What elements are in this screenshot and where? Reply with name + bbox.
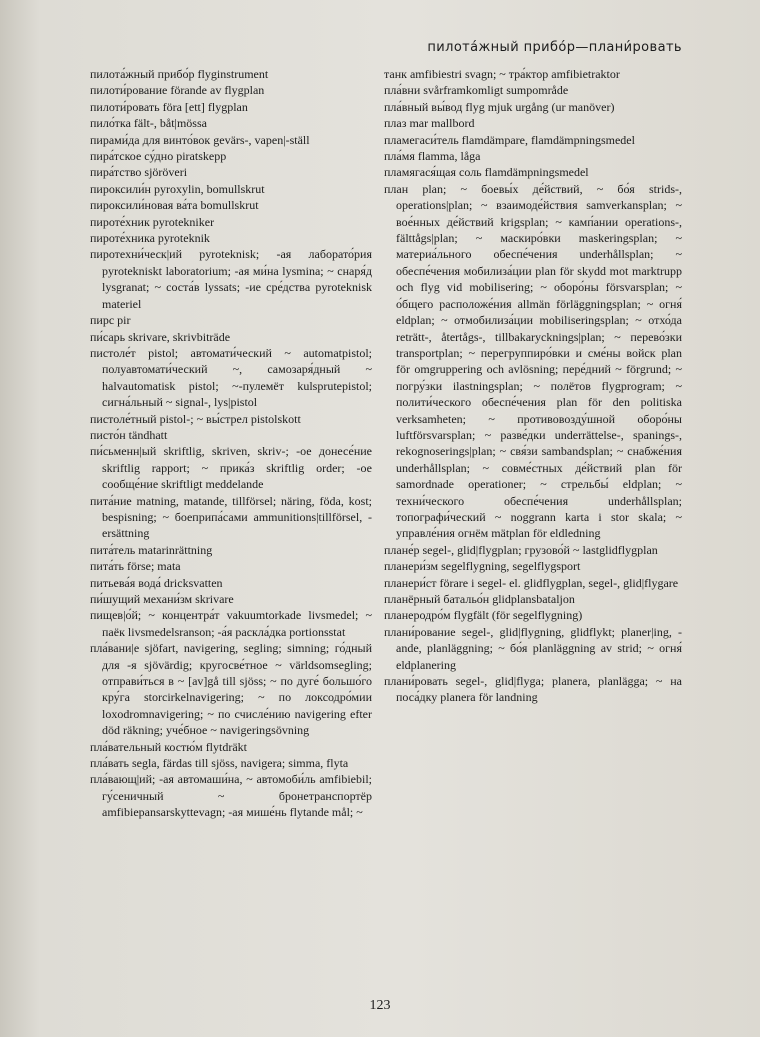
dictionary-entry: плани́ровать segel-, glid|flyga; planera, planlägga; ~ на поса́дку planera för landning <box>384 674 682 705</box>
dictionary-entry: пла́вни svårframkomligt sumpområde <box>384 83 569 98</box>
dictionary-entry: пла́вани|е sjöfart, navigering, segling; simning; го́дный для -я sjövärdig; кругосве́тное ~ världsomsegling; отправи́ться в ~ [av]gå till sjöss; ~ по дуге́ большо́го кру́га storcirkelnavigering; ~ по локсодро́мии loxodromnavigering; ~ по счисле́нию navigering efter död räkning; уче́бное ~ navigeringsövning <box>90 641 372 738</box>
dictionary-entry: пиротехни́ческ|ий pyroteknisk; -ая лаборато́рия pyrotekniskt laboratorium; -ая ми́на lysmina; ~ снаря́д lysgranat; ~ соста́в lyssats; -ие сре́дства pyroteknisk materiel <box>90 247 372 311</box>
dictionary-entry: пило́тка fält-, båt|mössa <box>90 116 207 131</box>
dictionary-entry: плане́р segel-, glid|flygplan; грузово́й ~ lastglidflygplan <box>384 542 658 557</box>
left-column <box>90 66 372 821</box>
dictionary-entry: писто́н tändhatt <box>90 427 168 442</box>
dictionary-entry: пита́ть förse; mata <box>90 559 181 574</box>
dictionary-entry: пироте́хника pyroteknik <box>90 231 210 246</box>
dictionary-entry: пироксили́новая ва́та bomullskrut <box>90 198 259 213</box>
dictionary-entry: пироте́хник pyrotekniker <box>90 214 215 229</box>
dictionary-entry: планери́зм segelflygning, segelflygsport <box>384 559 581 574</box>
dictionary-entry: пла́вать segla, färdas till sjöss, navigera; simma, flyta <box>90 756 349 771</box>
dictionary-entry: пи́сарь skrivare, skrivbiträde <box>90 329 231 344</box>
dictionary-entry: пира́тство sjöröveri <box>90 165 188 180</box>
dictionary-entry: пилоти́рование förande av flygplan <box>90 83 265 98</box>
dictionary-entry: пистоле́тный pistol-; ~ вы́стрел pistolskott <box>90 411 301 426</box>
dictionary-entry: пламягася́щая соль flamdämpningsmedel <box>384 165 589 180</box>
dictionary-entry: пла́вающ|ий; -ая автомаши́на, ~ автомоби́ль amfibiebil; гу́сеничный ~ бронетранспортёр amfibiepansarskyttevagn; -ая мише́нь flytande mål; ~ <box>90 772 372 820</box>
dictionary-entry: пистоле́т pistol; автомати́ческий ~ automatpistol; полуавтомати́ческий ~, самозаря́дный ~ halvautomatisk pistol; ~-пулемёт kulsprutepistol; сигна́льный ~ signal-, lys|pistol <box>90 345 372 410</box>
dictionary-entry: пироксили́н pyroxylin, bomullskrut <box>90 181 265 196</box>
dictionary-entry: планёрный батальо́н glidplansbataljon <box>384 592 575 606</box>
dictionary-entry: пилота́жный прибо́р flyginstrument <box>90 67 269 81</box>
dictionary-entry: танк amfibiestri svagn; ~ тра́ктор amfibietraktor <box>384 67 620 81</box>
dictionary-entry: плани́рование segel-, glid|flygning, glidflykt; planer|ing, -ande, planläggning; ~ бо́я planläggning av strid; ~ огня́ eldplanering <box>384 624 682 672</box>
dictionary-entry: план plan; ~ боевы́х де́йствий, ~ бо́я strids-, operations|plan; ~ взаимоде́йствия samverkansplan; ~ вое́нных де́йствий krigsplan; ~ камп́ании operations-, fälttågs|plan; ~ маскиро́вки maskeringsplan; ~ материа́льного обеспе́чения underhållsplan; ~ обеспе́чения мобилиза́ции plan för skydd mot marktrupp och flyg vid mobilisering; ~ оборо́ны försvarsplan; ~ о́бщего расположе́ния allmän förläggningsplan; ~ огня́ eldplan; ~ отмобилиза́ции mobiliseringsplan; ~ отхо́да reträtt-, återtågs-, tillbakarycknings|plan; ~ перево́зки transportplan; ~ перегруппиро́вки и сме́ны войск plan för omgruppering och avlösning; пере́дний ~ förgrund; ~ погру́зки ilastningsplan; ~ полётов flygprogram; ~ полити́ческого обеспе́чения plan för den politiska verksamheten; ~ противовозду́шной оборо́ны luftförsvarsplan; ~ разве́дки underrättelse-, spanings-, rekognoserings|plan; ~ свя́зи sambandsplan; ~ снабже́ния underhållsplan; ~ совме́стных де́йствий plan för samordnade operationer; ~ стрельбы́ eldplan; ~ техни́ческого обеспе́чения underhållsplan; топографи́ческий ~ noggrann karta i stor skala; ~ управле́ния огнём mätplan för eldledning <box>384 181 682 541</box>
dictionary-entry: питьева́я вода́ dricksvatten <box>90 575 223 590</box>
right-column <box>384 66 682 706</box>
dictionary-entry: пи́сьменн|ый skriftlig, skriven, skriv-; -ое донесе́ние skriftlig rapport; ~ прика́з skriftlig order; -ое сообще́ние skriftligt meddelande <box>90 444 372 492</box>
dictionary-entry: пита́тель matarinrättning <box>90 542 213 557</box>
dictionary-entry: пламегаси́тель flamdämpare, flamdämpningsmedel <box>384 132 635 147</box>
dictionary-entry: пита́ние matning, matande, tillförsel; näring, föda, kost; bespisning; ~ боеприпа́сами ammunitions|tillförsel, -ersättning <box>90 493 372 541</box>
dictionary-entry: планери́ст förare i segel- el. glidflygplan, segel-, glid|flygare <box>384 575 679 590</box>
dictionary-entry: пирс pir <box>90 313 131 328</box>
running-head: пилота́жный прибо́р—плани́ровать <box>427 40 682 55</box>
dictionary-entry: пилоти́ровать föra [ett] flygplan <box>90 99 248 114</box>
dictionary-entry: пла́вный вы́вод flyg mjuk urgång (ur manöver) <box>384 99 615 114</box>
dictionary-entry: пла́вательный костю́м flytdräkt <box>90 739 248 754</box>
dictionary-entry: плаз mar mallbord <box>384 116 475 131</box>
dictionary-entry: пла́мя flamma, låga <box>384 149 481 164</box>
dictionary-entry: пира́тское су́дно piratskepp <box>90 149 227 164</box>
page-number: 123 <box>369 998 391 1013</box>
dictionary-entry: планеродро́м flygfält (för segelflygning) <box>384 608 583 623</box>
dictionary-entry: пи́шущий механи́зм skrivare <box>90 592 234 606</box>
dictionary-entry: пирами́да для винто́вок gevärs-, vapen|-ställ <box>90 132 310 147</box>
dictionary-entry: пищев|о́й; ~ концентра́т vakuumtorkade livsmedel; ~ паёк livsmedelsranson; -а́я раскла́дка portionsstat <box>90 608 372 639</box>
